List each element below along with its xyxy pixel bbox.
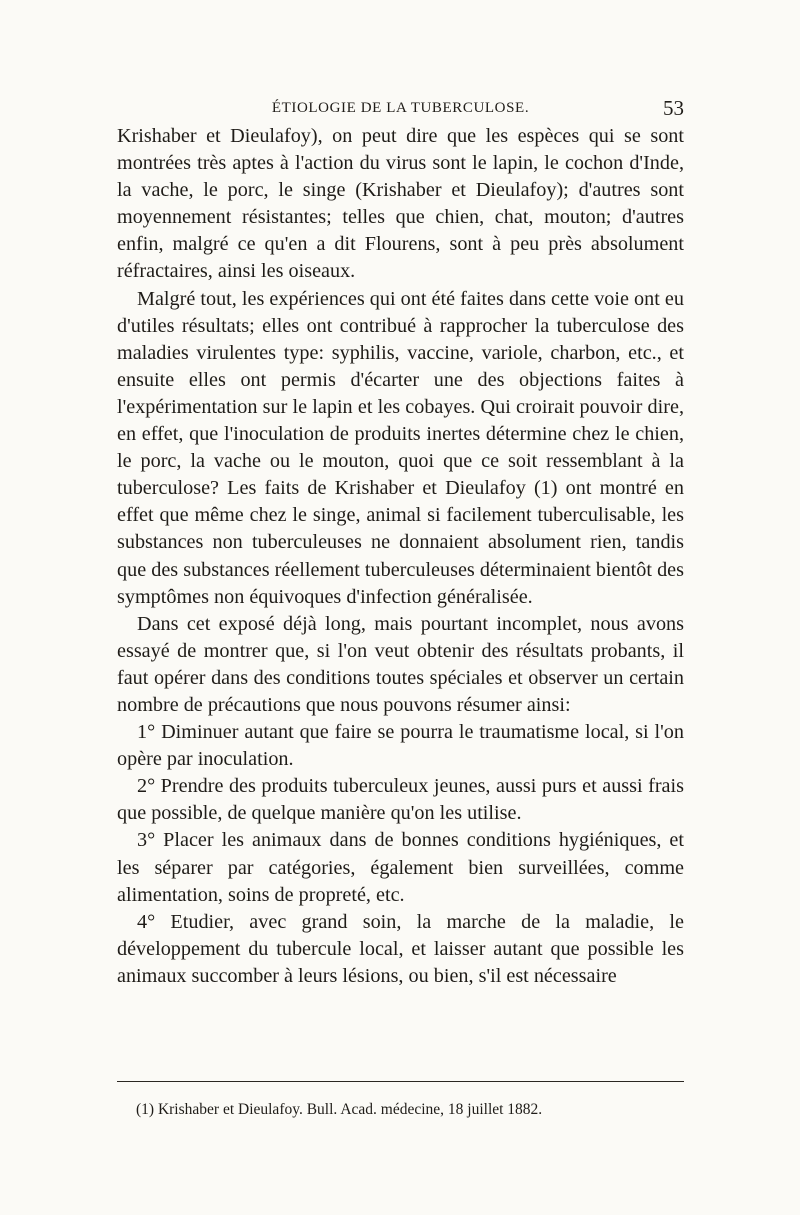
footnote-divider (117, 1081, 684, 1082)
paragraph: Malgré tout, les expériences qui ont été faites dans cette voie ont eu d'utiles résultats; elles ont contribué à rapprocher la tuberculose des maladies virulentes type: syphilis, vaccine, variole, charbon, etc., et ensuite elles ont permis d'écarter une des objections faites à l'expérimentation sur le lapin et les cobayes. Qui croirait pouvoir dire, en effet, que l'inoculation de produits inertes détermine chez le chien, le porc, la vache ou le mouton, quoi que ce soit ressemblant à la tuberculose? Les faits de Krishaber et Dieulafoy (1) ont montré en effet que même chez le singe, animal si facilement tuberculisable, les substances non tuberculeuses ne donnaient absolument rien, tandis que des substances réellement tuberculeuses déterminaient bientôt des symptômes non équivoques d'infection généralisée. (117, 287, 684, 608)
paragraph: Krishaber et Dieulafoy), on peut dire que les espèces qui se sont montrées très aptes à l'action du virus sont le lapin, le cochon d'Inde, la vache, le porc, le singe (Krishaber et Dieulafoy); d'autres sont moyennement résistantes; telles que chien, chat, mouton; d'autres enfin, malgré ce qu'en a dit Flourens, sont à peu près absolument réfractaires, ainsi les oiseaux. (117, 125, 684, 283)
list-item: 1° Diminuer autant que faire se pourra le traumatisme local, si l'on opère par inoculation. (117, 721, 684, 771)
running-head (117, 96, 684, 122)
list-item: 4° Etudier, avec grand soin, la marche de la maladie, le développement du tubercule local, et laisser autant que possible les animaux succomber à leurs lésions, ou bien, s'il est nécessaire (117, 910, 684, 987)
paragraph: Dans cet exposé déjà long, mais pourtant incomplet, nous avons essayé de montrer que, si l'on veut obtenir des résultats probants, il faut opérer dans des conditions toutes spéciales et observer un certain nombre de précautions que nous pouvons résumer ainsi: (117, 612, 684, 716)
footnote: (1) Krishaber et Dieulafoy. Bull. Acad. médecine, 18 juillet 1882. (136, 1101, 543, 1118)
body-text (117, 123, 684, 990)
page-number: 53 (663, 96, 684, 120)
list-item: 2° Prendre des produits tuberculeux jeunes, aussi purs et aussi frais que possible, de quelque manière qu'on les utilise. (117, 775, 684, 825)
running-title: ÉTIOLOGIE DE LA TUBERCULOSE. (271, 100, 530, 116)
list-item: 3° Placer les animaux dans de bonnes conditions hygiéniques, et les séparer par catégories, également bien surveillées, comme alimentation, soins de propreté, etc. (117, 829, 684, 906)
